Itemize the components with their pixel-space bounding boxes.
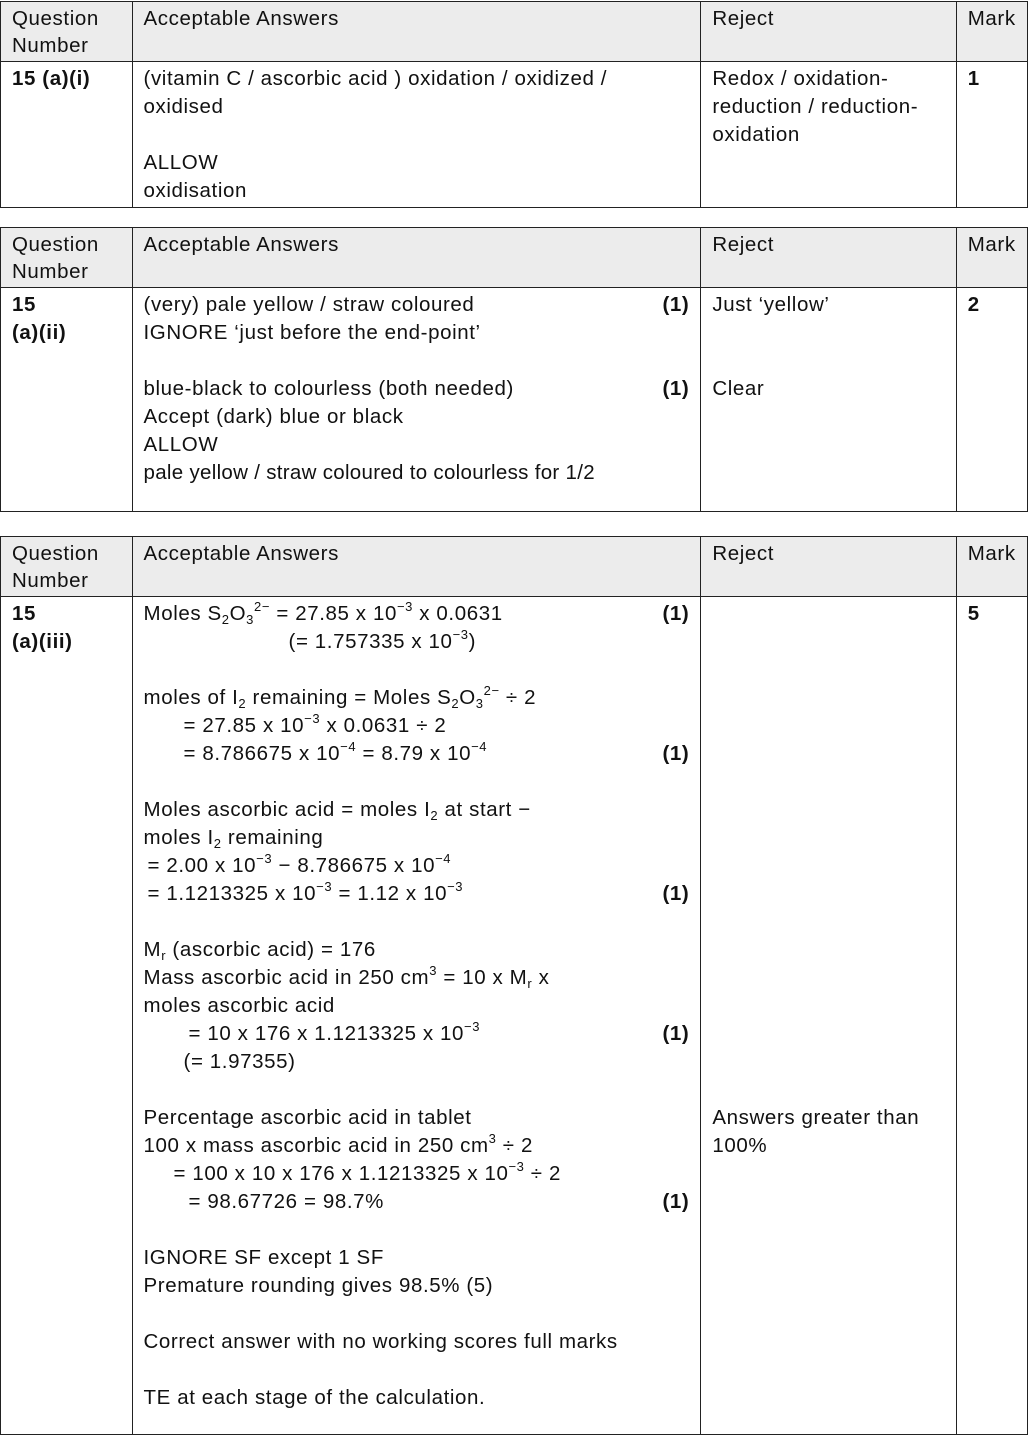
answer-line: blue-black to colourless (both needed) (1) [144, 375, 690, 403]
answer-line: (very) pale yellow / straw coloured (1) [144, 291, 690, 319]
header-acceptable-answers: Acceptable Answers [132, 2, 701, 62]
header-row [1, 537, 1028, 597]
mark-allocation: (1) [662, 1190, 690, 1213]
calc-line: = 10 x 176 x 1.1213325 x $10^{-3}$ (1) [144, 1020, 690, 1048]
reject-cell [701, 597, 956, 1435]
calc-line: = 98.67726 = 98.7% (1) [144, 1188, 690, 1216]
reject-text: Redox / oxidation-reduction / reduction-oxidation [712, 67, 919, 146]
question-number-line: 15 [12, 293, 37, 316]
header-mark: Mark [956, 537, 1027, 597]
calc-line: moles of $I_2$ remaining = Moles $S_2O_3^{2-} \div 2$ [143, 683, 537, 711]
calc-line: = 2.00 x $10^{-3} - 8.786675$ x $10^{-4}$ [147, 851, 452, 877]
answer-line: ALLOW [143, 151, 219, 174]
mark-allocation: (1) [662, 377, 690, 400]
mark-allocation: (1) [662, 602, 690, 625]
note-line: Premature rounding gives 98.5% (5) [143, 1274, 494, 1297]
answer-line: IGNORE ‘just before the end-point’ [143, 321, 481, 344]
acceptable-answers-cell [132, 62, 701, 208]
mark-scheme-table-15aii [0, 227, 1028, 512]
calc-line: (= 1.97355) [183, 1050, 296, 1073]
reject-text: Just ‘yellow’ [712, 293, 830, 316]
mark-value: 5 [956, 597, 1027, 1435]
header-reject: Reject [701, 2, 956, 62]
answer-line: (vitamin C / ascorbic acid ) oxidation / oxidized / oxidised [143, 67, 608, 118]
answer-line: pale yellow / straw coloured to colourless for 1/2 [143, 461, 595, 484]
table-row [1, 62, 1028, 208]
mark-allocation: (1) [662, 1022, 690, 1045]
header-question-number: Question Number [1, 537, 133, 597]
question-number: 15 (a)(i) [1, 62, 133, 208]
reject-cell [701, 288, 956, 512]
header-mark: Mark [956, 228, 1027, 288]
calc-line: moles $I_2$ remaining [143, 826, 324, 851]
calc-line: = 100 x 10 x 176 x 1.1213325 x $10^{-3} \div 2$ [173, 1159, 561, 1185]
calc-line: = 1.1213325 x $10^{-3} = 1.12$ x $10^{-3}$ (1) [144, 880, 690, 908]
table-row [1, 597, 1028, 1435]
table-row [1, 288, 1028, 512]
calc-line: (= 1.757335 x $10^{-3}$) [288, 627, 477, 653]
header-question-number: Question Number [1, 228, 133, 288]
note-line: TE at each stage of the calculation. [143, 1386, 486, 1409]
calc-line: Moles $S_2O_3^{2-} = 27.85$ x $10^{-3}$ x 0.0631 (1) [143, 599, 690, 627]
mark-value: 1 [956, 62, 1027, 208]
acceptable-answers-cell [132, 597, 701, 1435]
mark-allocation: (1) [662, 293, 690, 316]
question-number [1, 597, 133, 1435]
answer-line: oxidisation [143, 179, 247, 202]
header-mark: Mark [956, 2, 1027, 62]
reject-cell [701, 62, 956, 208]
question-number-line: (a)(ii) [12, 321, 67, 344]
header-acceptable-answers: Acceptable Answers [132, 228, 701, 288]
acceptable-answers-cell [132, 288, 701, 512]
calc-line: = 27.85 x $10^{-3}$ x 0.0631 ÷ 2 [183, 711, 447, 737]
mark-value: 2 [956, 288, 1027, 512]
note-line: IGNORE SF except 1 SF [143, 1246, 384, 1269]
note-line: Correct answer with no working scores full marks [143, 1330, 618, 1353]
answer-line: ALLOW [143, 433, 219, 456]
calc-line: 100 x mass ascorbic acid in 250 $cm^3 \div 2$ [143, 1131, 533, 1157]
mark-allocation: (1) [662, 742, 690, 765]
mark-scheme-table-15aiii [0, 536, 1028, 1435]
question-number-line: 15 [12, 602, 37, 625]
calc-line: Moles ascorbic acid = moles $I_2$ at start − [143, 798, 531, 823]
reject-text: Answers greater than 100% [712, 1106, 920, 1157]
calc-line: Percentage ascorbic acid in tablet [143, 1106, 472, 1129]
calc-line: $M_r$ (ascorbic acid) = 176 [143, 938, 376, 963]
question-number [1, 288, 133, 512]
header-reject: Reject [701, 537, 956, 597]
answer-line: Accept (dark) blue or black [143, 405, 404, 428]
calc-line: moles ascorbic acid [143, 994, 335, 1017]
calc-line: = 8.786675 x $10^{-4} = 8.79$ x $10^{-4}$ (1) [144, 740, 690, 768]
header-reject: Reject [701, 228, 956, 288]
question-number-line: (a)(iii) [12, 630, 73, 653]
reject-text: Clear [712, 377, 765, 400]
header-question-number: Question Number [1, 2, 133, 62]
header-acceptable-answers: Acceptable Answers [132, 537, 701, 597]
calc-line: Mass ascorbic acid in 250 $cm^3 = 10$ x $M_r$ x [143, 963, 550, 991]
header-row [1, 2, 1028, 62]
mark-scheme-table-15ai [0, 1, 1028, 208]
mark-allocation: (1) [662, 882, 690, 905]
header-row [1, 228, 1028, 288]
